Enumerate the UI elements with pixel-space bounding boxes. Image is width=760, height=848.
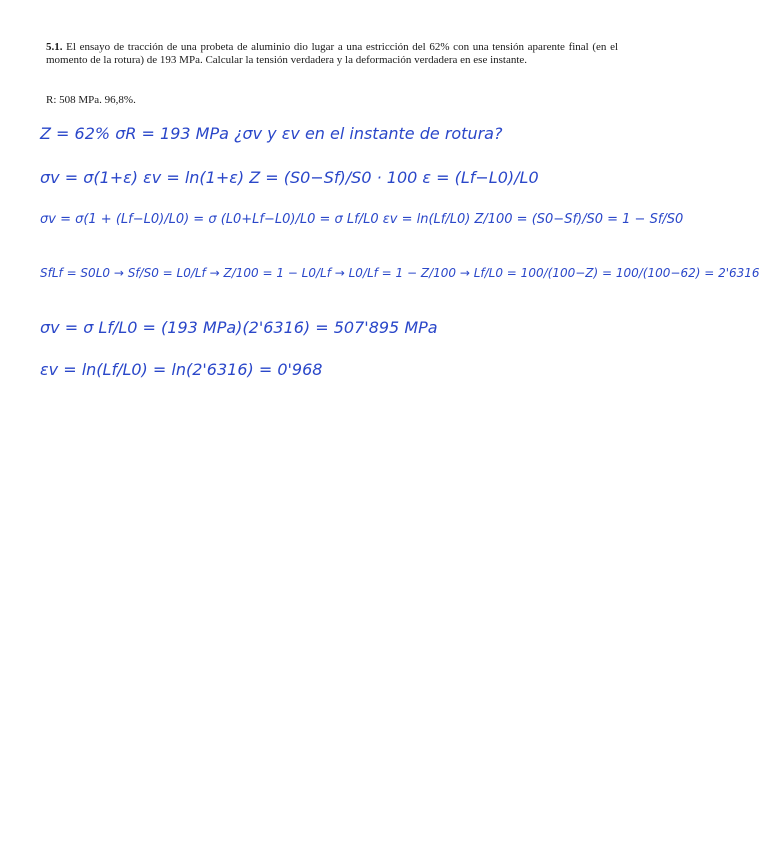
problem-statement [46, 41, 618, 67]
handwritten-line-3: σv = σ(1 + (Lf−L0)/L0) = σ (L0+Lf−L0)/L0 = σ Lf/L0 εv = ln(Lf/L0) Z/100 = (S0−Sf)/S0 = 1 − Sf/S0 [40, 212, 684, 227]
handwritten-line-2: σv = σ(1+ε) εv = ln(1+ε) Z = (S0−Sf)/S0 · 100 ε = (Lf−L0)/L0 [40, 168, 539, 187]
handwritten-line-5: σv = σ Lf/L0 = (193 MPa)(2'6316) = 507'895 MPa [40, 318, 438, 337]
problem-answer: R: 508 MPa. 96,8%. [46, 94, 136, 106]
handwritten-line-4: SfLf = S0L0 → Sf/S0 = L0/Lf → Z/100 = 1 − L0/Lf → L0/Lf = 1 − Z/100 → Lf/L0 = 100/(100−Z) = 100/(100−62) = 2'6316 [40, 266, 760, 280]
handwritten-line-1: Z = 62% σR = 193 MPa ¿σv y εv en el instante de rotura? [40, 124, 503, 143]
problem-number: 5.1. [46, 41, 63, 53]
handwritten-line-6: εv = ln(Lf/L0) = ln(2'6316) = 0'968 [40, 360, 323, 379]
problem-text: El ensayo de tracción de una probeta de aluminio dio lugar a una estricción del 62% con una tensión aparente final (en el momento de la rotura) de 193 MPa. Calcular la tensión verdadera y la deformación verdadera en ese instante. [46, 41, 619, 66]
